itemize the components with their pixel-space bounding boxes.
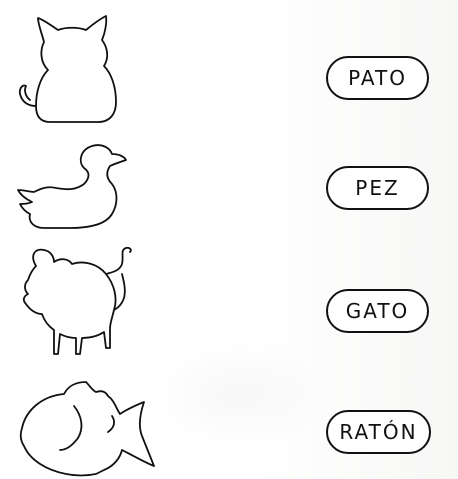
duck-outline-icon — [14, 138, 132, 238]
word-box-gato[interactable] — [326, 289, 429, 333]
mouse-outline-icon — [14, 244, 144, 369]
word-label-pato: PATO — [348, 66, 407, 90]
word-box-pez[interactable] — [326, 166, 429, 210]
word-box-pato[interactable] — [326, 56, 429, 100]
paper-texture — [150, 340, 330, 450]
cat-outline-icon — [14, 6, 124, 126]
word-box-raton[interactable] — [326, 410, 431, 454]
word-label-raton: RATÓN — [339, 420, 418, 444]
word-label-gato: GATO — [345, 299, 410, 323]
fish-outline-icon — [16, 376, 156, 476]
word-label-pez: PEZ — [355, 176, 400, 200]
